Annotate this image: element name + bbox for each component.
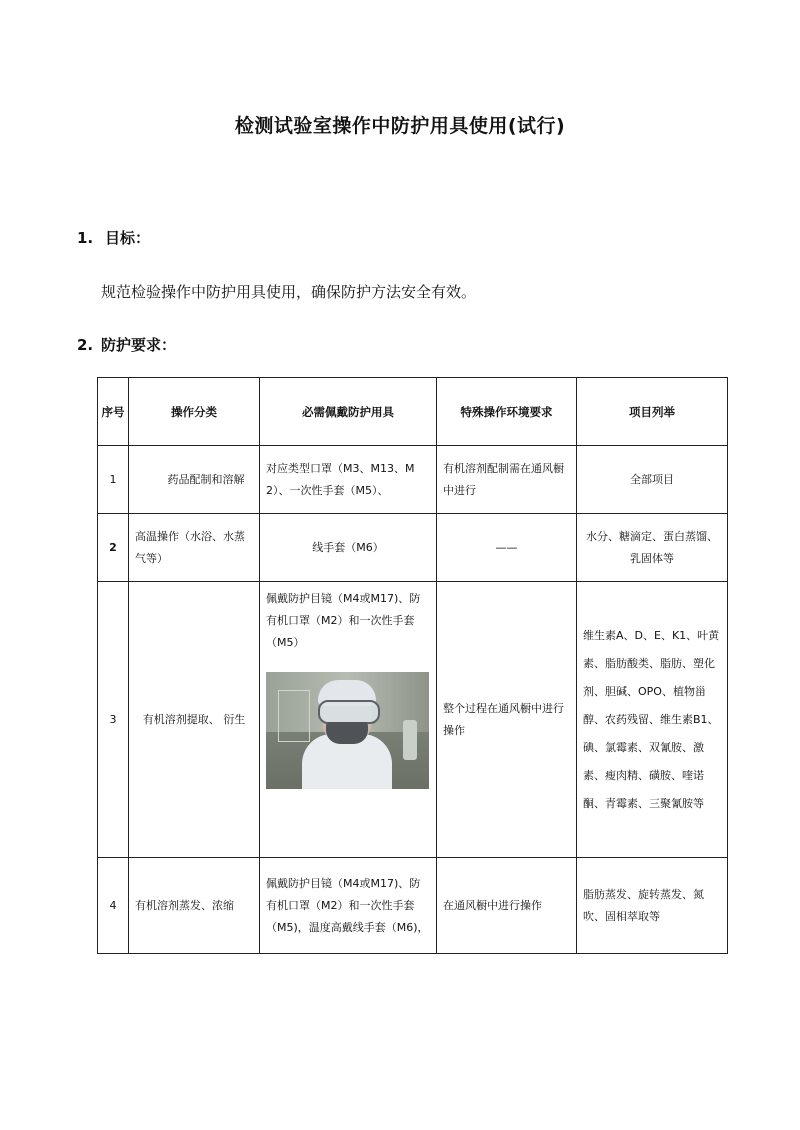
section-2-heading [77, 334, 176, 355]
table-row [98, 858, 728, 954]
table-row [98, 514, 728, 582]
header-env: 特殊操作环境要求 [437, 378, 577, 446]
header-category: 操作分类 [129, 378, 260, 446]
section-1-number: 1. [77, 229, 94, 247]
header-ppe: 必需佩戴防护用具 [260, 378, 437, 446]
row-env: —— [437, 514, 577, 582]
section-1-title: 目标： [105, 229, 151, 247]
row-category: 有机溶剂提取、 衍生 [129, 582, 260, 858]
row-category: 药品配制和溶解 [129, 446, 260, 514]
section-2-number: 2. [77, 336, 94, 354]
row-ppe-cell [260, 582, 437, 858]
ppe-photo [266, 672, 429, 789]
row-no: 2 [98, 514, 129, 582]
row-env: 整个过程在通风橱中进行操作 [437, 582, 577, 858]
row-no: 3 [98, 582, 129, 858]
row-no: 1 [98, 446, 129, 514]
row-ppe: 对应类型口罩（M3、M13、M2）、一次性手套（M5）、 [260, 446, 437, 514]
section-2-title: 防护要求： [101, 336, 177, 354]
row-items: 脂肪蒸发、旋转蒸发、氮吹、固相萃取等 [577, 858, 728, 954]
row-category: 高温操作（水浴、水蒸气等） [129, 514, 260, 582]
row-env: 有机溶剂配制需在通风橱中进行 [437, 446, 577, 514]
row-items: 维生素A、D、E、K1、叶黄素、脂肪酸类、脂肪、塑化剂、胆碱、OPO、植物甾醇、农药残留、维生素B1、碘、氯霉素、双氰胺、激素、瘦肉精、磺胺、喹诺酮、青霉素、三聚氰胺等 [577, 582, 728, 858]
row-items: 全部项目 [577, 446, 728, 514]
table-row [98, 446, 728, 514]
row-category: 有机溶剂蒸发、浓缩 [129, 858, 260, 954]
row-no: 4 [98, 858, 129, 954]
row-ppe: 线手套（M6） [260, 514, 437, 582]
header-items: 项目列举 [577, 378, 728, 446]
header-no: 序号 [98, 378, 129, 446]
page-title: 检测试验室操作中防护用具使用(试行) [234, 115, 566, 137]
section-1-text: 规范检验操作中防护用具使用，确保防护方法安全有效。 [101, 283, 477, 301]
table-row [98, 582, 728, 858]
row-items: 水分、糖滴定、蛋白蒸馏、乳固体等 [577, 514, 728, 582]
row-ppe: 佩戴防护目镜（M4或M17)、防有机口罩（M2）和一次性手套（M5） [266, 592, 421, 649]
protection-table [97, 377, 728, 954]
section-1-heading [77, 227, 150, 248]
row-ppe: 佩戴防护目镜（M4或M17)、防有机口罩（M2）和一次性手套（M5)，温度高戴线手套（M6)， [260, 858, 437, 954]
row-env: 在通风橱中进行操作 [437, 858, 577, 954]
table-header-row [98, 378, 728, 446]
